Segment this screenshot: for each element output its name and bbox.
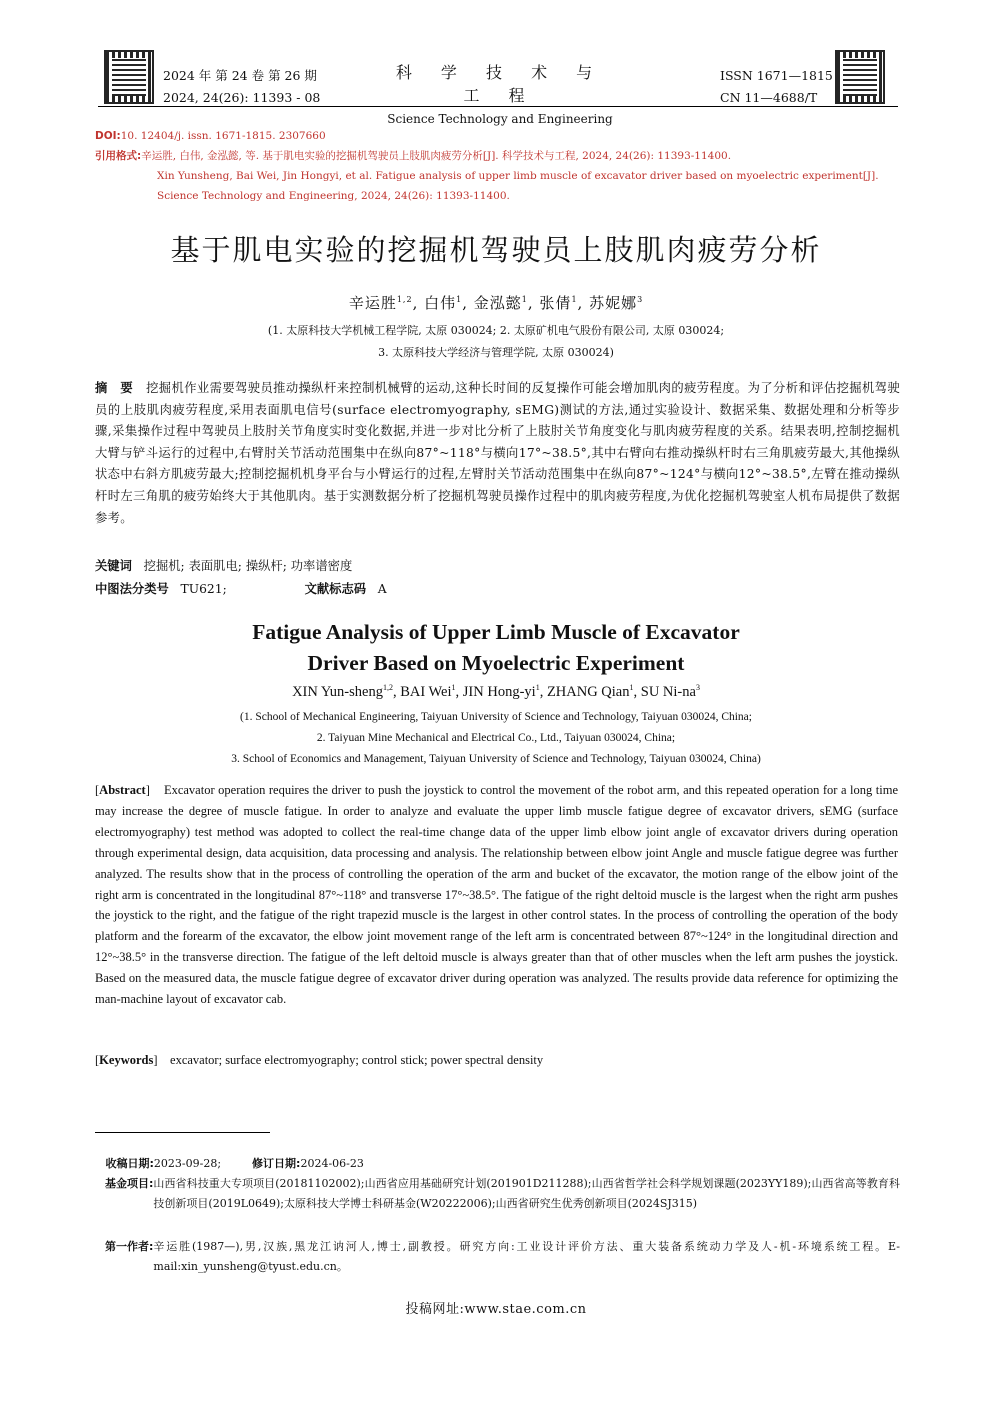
affiliations-en (0, 707, 992, 770)
keywords-en-label: Keywords (99, 1053, 154, 1067)
fund-text: 山西省科技重大专项项目(20181102002);山西省应用基础研究计划(201901D211288);山西省哲学社会科学规划课题(2023YY189);山西省高等教育科技创新项目(2019L0649);太原科技大学博士科研基金(W20222006);山西省研究生优秀创新项目(2024SJ315) (153, 1177, 900, 1210)
abstract-cn (95, 378, 900, 529)
year-volume-issue: 2024 年 第 24 卷 第 26 期 (163, 68, 317, 83)
author-cn: 辛运胜 (348, 294, 397, 312)
issn: ISSN 1671—1815 (720, 68, 833, 83)
citation-en-1: Xin Yunsheng, Bai Wei, Jin Hongyi, et al. Fatigue analysis of upper limb muscle of excavator driver based on myoelectric experiment[J]. (157, 170, 879, 182)
paper-title-cn: 基于肌电实验的挖掘机驾驶员上肢肌肉疲劳分析 (170, 233, 822, 267)
revised-label: 修订日期: (252, 1157, 301, 1170)
footnote-fund (95, 1174, 900, 1214)
journal-name (380, 60, 620, 126)
journal-name-cn: 科 学 技 术 与 工 程 (395, 63, 605, 105)
first-author-label: 第一作者: (105, 1240, 154, 1253)
qr-code-right (835, 50, 885, 104)
doi-value[interactable]: 10. 12404/j. issn. 1671-1815. 2307660 (120, 130, 326, 142)
citation-en-2: Science Technology and Engineering, 2024, 24(26): 11393-11400. (157, 190, 510, 202)
clc-value: TU621; (180, 582, 227, 596)
cn-number: CN 11—4688/T (720, 90, 818, 105)
doc-code-label: 文献标志码 (304, 582, 367, 596)
author-en: BAI Wei (400, 683, 452, 700)
journal-codes (720, 65, 833, 109)
revised-date: 2024-06-23 (300, 1157, 364, 1170)
citation-label: 引用格式: (95, 150, 142, 162)
title-en-line: Driver Based on Myoelectric Experiment (307, 651, 685, 675)
doi-line (95, 126, 326, 146)
author-cn: 白伟 (424, 294, 457, 312)
submission-website[interactable]: 投稿网址:www.stae.com.cn (405, 1302, 587, 1317)
citation-cn: 辛运胜, 白伟, 金泓懿, 等. 基于肌电实验的挖掘机驾驶员上肢肌肉疲劳分析[J]. 科学技术与工程, 2024, 24(26): 11393-11400. (141, 150, 732, 162)
header-divider (98, 106, 898, 107)
classification-line (95, 579, 387, 597)
abstract-cn-label: 摘 要 (95, 381, 134, 395)
author-list-cn: 辛运胜$^{1,2}$, 白伟$^1$, 金泓懿$^1$, 张倩$^1$, 苏妮娜$^3$ (348, 294, 644, 312)
footnote-dates (95, 1154, 900, 1174)
abstract-en: [Abstract] Excavator operation requires the driver to push the joystick to control the movement of the robot arm, and this repeated operation for a long time may increase the degree of muscle fatigue. In order to analyze and evaluate the upper limb muscle fatigue degree of excavator drivers, sEMG (surface electromyography) test method was adopted to collect the real-time change data of the upper limb elbow joint angle of excavator drivers during operation through experimental design, data acquisition, data processing and analysis. The relationship between elbow joint Angle and muscle fatigue degree was further analyzed. The results show that in the process of controlling the operation of the arm and bucket of the excavator, the motion range of the elbow joint of the right arm is concentrated in the longitudinal 87°~118° and transverse 17°~38.5°. The fatigue of the right deltoid muscle is the largest when the right arm pushes the joystick to the right, and the fatigue of the right trapezid muscle is the largest in other control states. In the process of controlling the operation of the body platform and the forearm of the excavator, the elbow joint movement range of the left arm is concentrated between 87°~124° in the longitudinal direction and 12°~38.5° in the transverse direction. The fatigue of the left deltoid muscle is always greater than that of other muscles when the left arm pushes the joystick. Based on the measured data, the muscle fatigue degree of excavator driver during operation was analyzed. The results provide data reference for optimizing the man-machine layout of excavator cab. (95, 783, 898, 1007)
author-en: JIN Hong-yi (462, 683, 536, 700)
author-cn: 金泓懿 (473, 294, 522, 312)
page-range: 2024, 24(26): 11393 - 08 (163, 90, 321, 105)
abstract-cn-text: 挖掘机作业需要驾驶员推动操纵杆来控制机械臂的运动,这种长时间的反复操作可能会增加肌肉的疲劳程度。为了分析和评估挖掘机驾驶员的上肢肌肉疲劳程度,采用表面肌电信号(surface electromyography, sEMG)测试的方法,通过实验设计、数据采集、数据处理和分析等步骤,采集操作过程中驾驶员上肢肘关节角度实时变化数据,并进一步对比分析了上肢肘关节角度变化与肌肉疲劳程度的关系。结果表明,控制挖掘机大臂与铲斗运行的过程中,右臂肘关节活动范围集中在纵向87°~118°与横向17°~38.5°,其中右臂向右推动操纵杆时右三角肌疲劳最大,其他操纵状态中右斜方肌疲劳最大;控制挖掘机机身平台与小臂运行的过程,左臂肘关节活动范围集中在纵向87°~124°与横向12°~38.5°,左臂在推动操纵杆时左三角肌的疲劳始终大于其他肌肉。基于实测数据分析了挖掘机驾驶员操作过程中的肌肉疲劳程度,为优化挖掘机驾驶室人机布局提供了数据参考。 (95, 381, 900, 525)
fund-label: 基金项目: (105, 1177, 154, 1190)
footnote-first-author (95, 1237, 900, 1277)
doi-label: DOI: (95, 130, 121, 142)
first-author-text: 辛运胜(1987—),男,汉族,黑龙江讷河人,博士,副教授。研究方向:工业设计评价方法、重大装备系统动力学及人-机-环境系统工程。E-mail:xin_yunsheng@tyust.edu.cn。 (153, 1240, 900, 1273)
journal-name-en: Science Technology and Engineering (387, 112, 613, 126)
received-label: 收稿日期: (105, 1157, 154, 1170)
author-en: SU Ni-na (640, 683, 696, 700)
affiliation-line: 3. School of Economics and Management, Taiyuan University of Science and Technology, Taiyuan 030024, China) (231, 753, 761, 765)
author-en: XIN Yun-sheng (292, 683, 383, 700)
affiliation-line: (1. School of Mechanical Engineering, Taiyuan University of Science and Technology, Taiyuan 030024, China; (240, 711, 752, 723)
footnote-divider (95, 1132, 270, 1133)
abstract-en-text: Excavator operation requires the driver to push the joystick to control the movement of the robot arm, and this repeated operation for a long time may increase the degree of muscle fatigue. In order to analyze and evaluate the upper limb muscle fatigue degree of excavator drivers, sEMG (surface electromyography) test method was adopted to collect the real-time change data of the upper limb elbow joint angle of excavator drivers during operation through experimental design, data acquisition, data processing and analysis. The relationship between elbow joint Angle and muscle fatigue degree was further analyzed. The results show that in the process of controlling the operation of the arm and bucket of the excavator, the motion range of the elbow joint of the right arm is concentrated in the longitudinal 87°~118° and transverse 17°~38.5°. The fatigue of the right deltoid muscle is the largest when the right arm pushes the joystick to the right, and the fatigue of the right trapezid muscle is the largest in other control states. In the process of controlling the operation of the body platform and the forearm of the excavator, the elbow joint movement range of the left arm is concentrated between 87°~124° in the longitudinal direction and 12°~38.5° in the transverse direction. The fatigue of the left deltoid muscle is always greater than that of other muscles when the left arm pushes the joystick. Based on the measured data, the muscle fatigue degree of excavator driver during operation was analyzed. The results provide data reference for optimizing the man-machine layout of excavator cab. (95, 783, 898, 1007)
keywords-cn (95, 556, 352, 574)
abstract-en-label: Abstract (99, 783, 146, 797)
author-list-en: XIN Yun-sheng$^{1,2}$, BAI Wei$^1$, JIN Hong-$yi^1$, ZHANG Qian$^1$, SU $Ni-na^3$ (292, 683, 700, 700)
keywords-en: [Keywords] excavator; surface electromyography; control stick; power spectral density (95, 1053, 544, 1067)
author-en: ZHANG Qian (546, 683, 630, 700)
title-en-line: Fatigue Analysis of Upper Limb Muscle of Excavator (252, 620, 740, 644)
author-cn: 苏妮娜 (589, 294, 638, 312)
affiliation-line: (1. 太原科技大学机械工程学院, 太原 030024; 2. 太原矿机电气股份有限公司, 太原 030024; (267, 324, 725, 337)
journal-issue-info (163, 65, 320, 109)
keywords-en-text: excavator; surface electromyography; control stick; power spectral density (170, 1053, 544, 1067)
affiliations-cn (0, 320, 992, 364)
keywords-cn-label: 关键词 (95, 559, 132, 573)
affiliation-line: 3. 太原科技大学经济与管理学院, 太原 030024) (378, 346, 614, 359)
qr-code-left (104, 50, 154, 104)
clc-label: 中图法分类号 (95, 582, 169, 596)
affiliation-line: 2. Taiyuan Mine Mechanical and Electrical Co., Ltd., Taiyuan 030024, China; (316, 732, 676, 744)
keywords-cn-text: 挖掘机; 表面肌电; 操纵杆; 功率谱密度 (143, 559, 353, 573)
received-date: 2023-09-28; (153, 1157, 222, 1170)
doc-code-value: A (377, 582, 387, 596)
author-cn: 张倩 (539, 294, 572, 312)
citation-block (95, 146, 900, 206)
paper-title-en (0, 617, 992, 679)
